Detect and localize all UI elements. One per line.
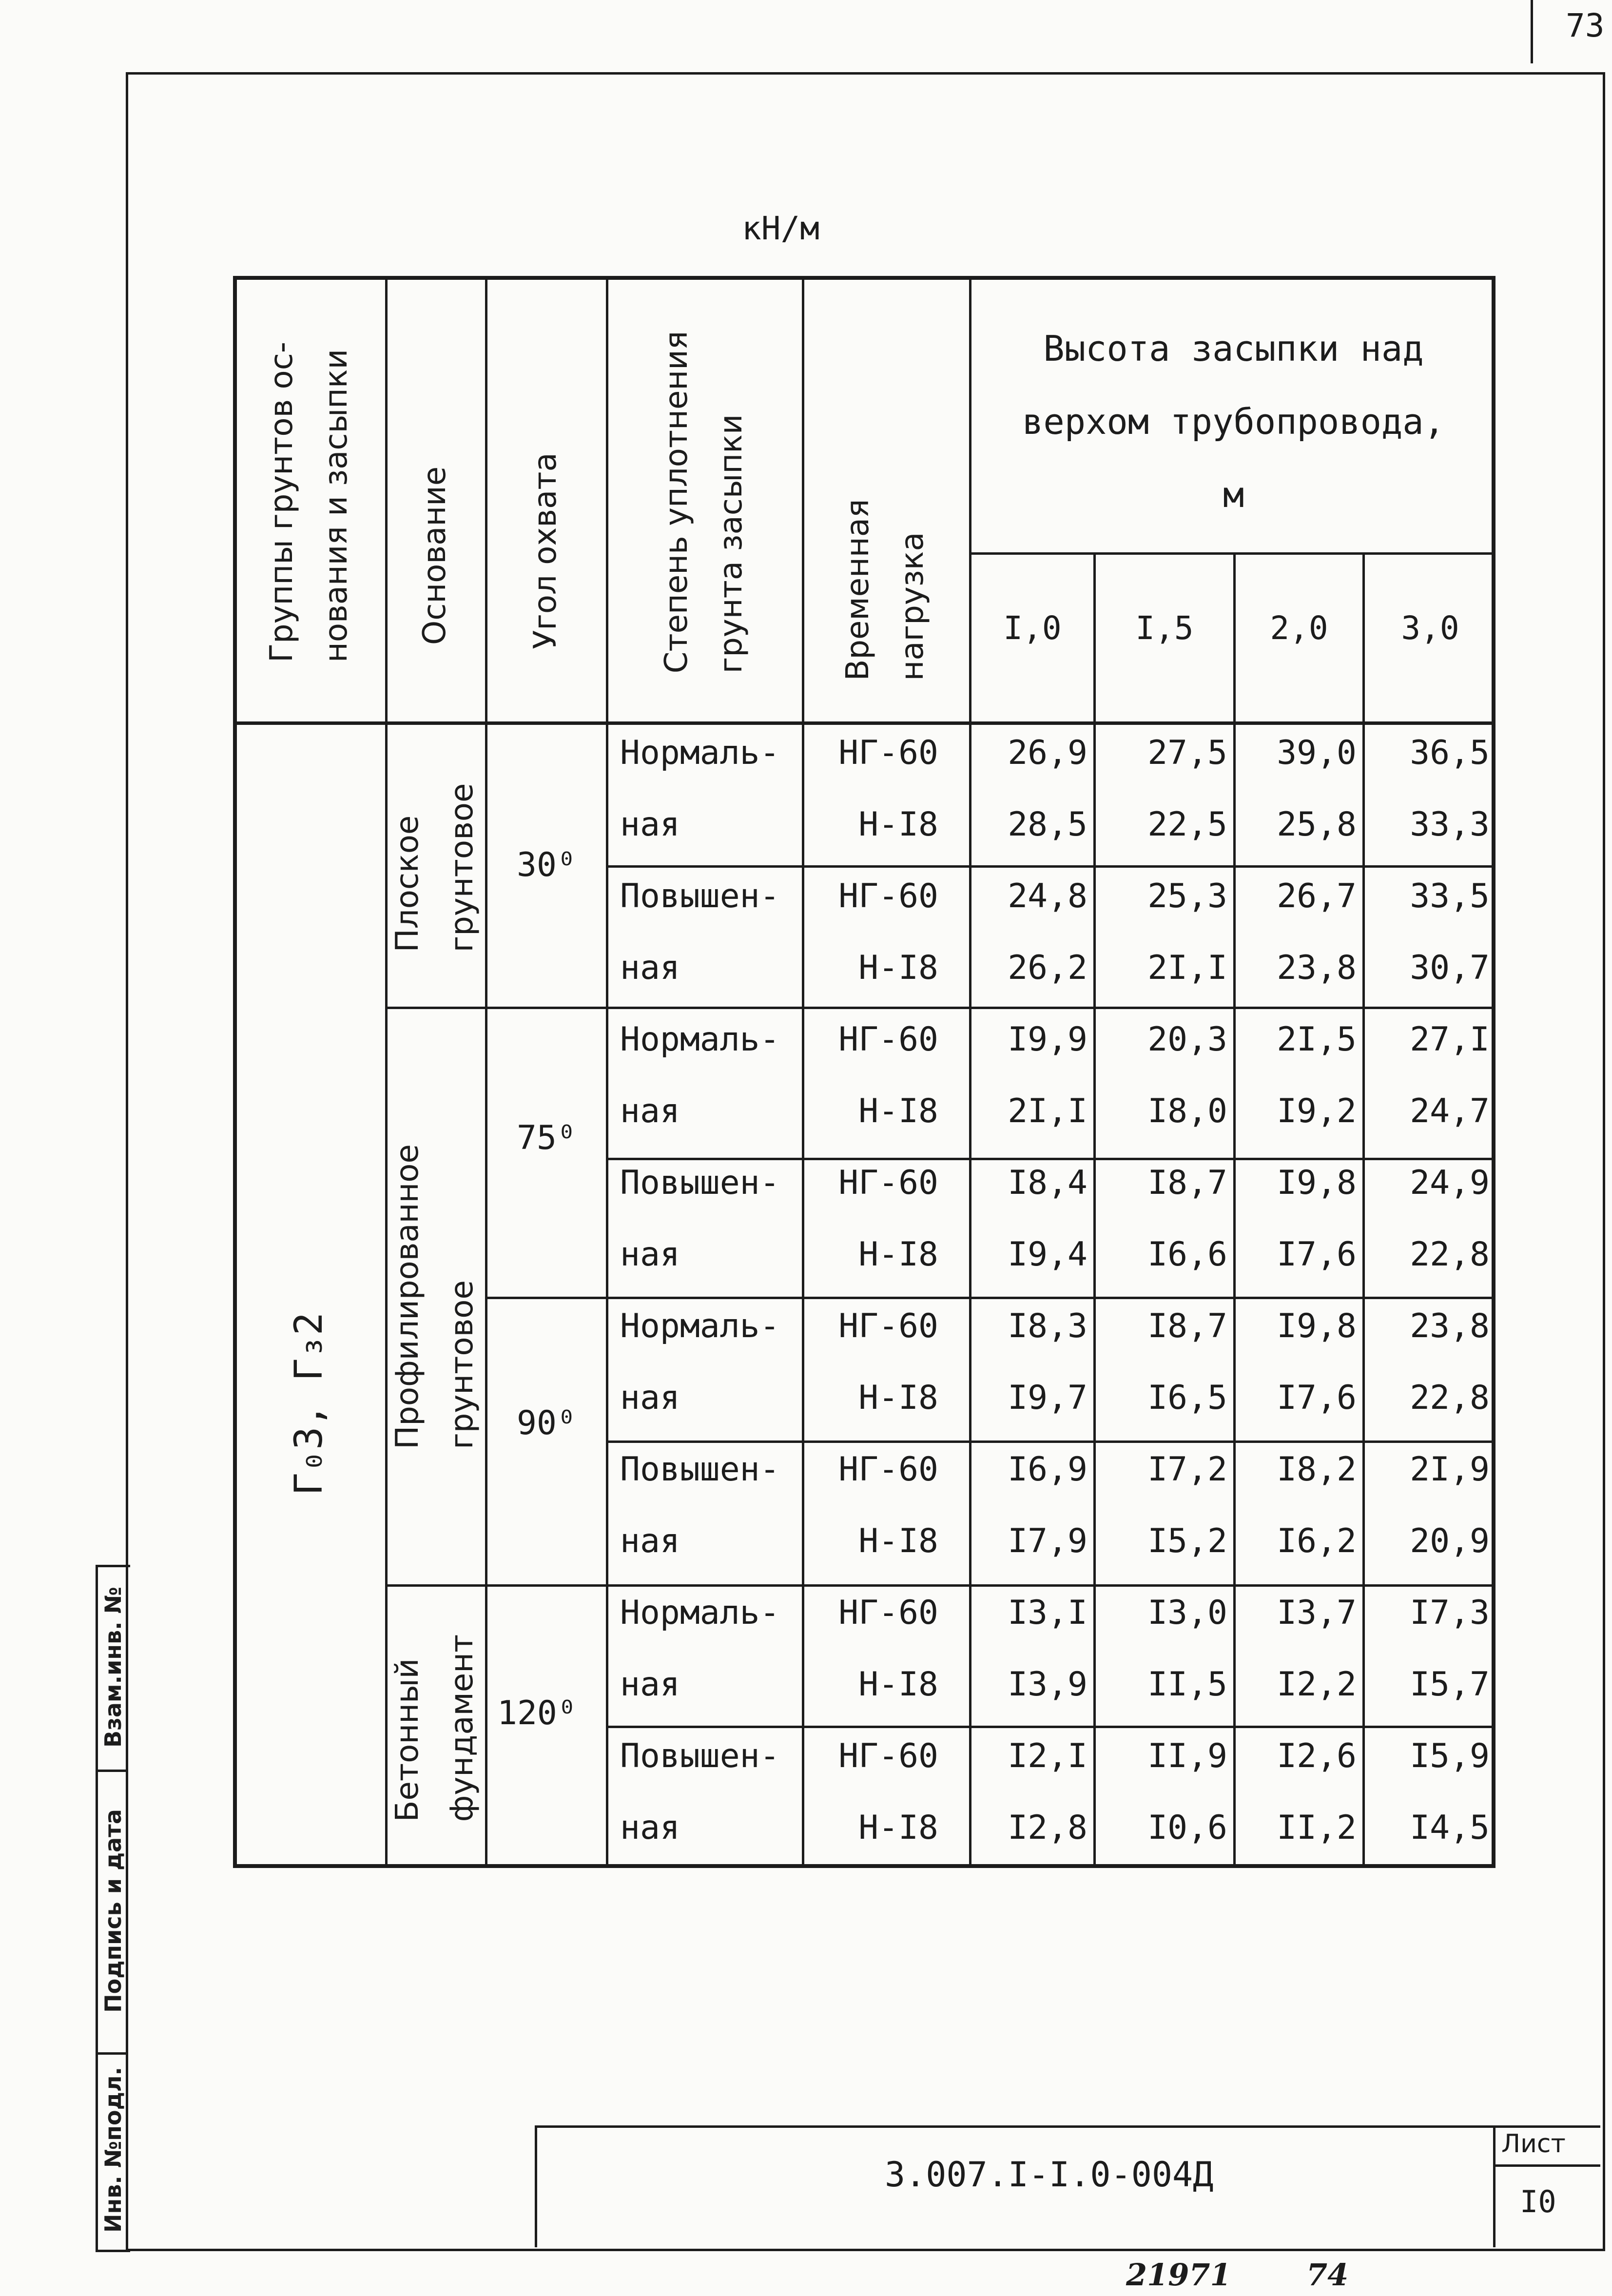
compaction-cell: Повышен- xyxy=(620,877,780,915)
compaction-cell: Нормаль- xyxy=(620,1594,780,1632)
compaction-cell: Нормаль- xyxy=(620,1020,780,1059)
value-cell: 24,9 xyxy=(1410,1164,1490,1202)
row-line xyxy=(385,1007,1495,1009)
value-cell: I5,9 xyxy=(1410,1737,1490,1775)
load-cell: Н-I8 xyxy=(858,1665,938,1704)
load-cell: НГ-60 xyxy=(838,734,938,772)
header-groups: Группы грунтов ос- нования и засыпки xyxy=(264,342,354,662)
load-cell: НГ-60 xyxy=(838,1164,938,1202)
stamp-sign-date: Подпись и дата xyxy=(100,1809,126,2013)
row-line xyxy=(606,1726,1495,1728)
value-cell: 20,9 xyxy=(1410,1522,1490,1560)
header-height-group: Высота засыпки над верхом трубопровода, м xyxy=(1022,328,1445,515)
stamp-divider xyxy=(96,1770,128,1772)
compaction-cell: ная xyxy=(620,1092,680,1130)
value-cell: I5,7 xyxy=(1410,1665,1490,1704)
stamp-inv-sub: Инв. №подл. xyxy=(100,2067,126,2233)
height-col-1: I,0 xyxy=(1003,609,1062,647)
load-cell: Н-I8 xyxy=(858,1379,938,1417)
title-block-top xyxy=(535,2125,1600,2128)
value-cell: 2I,I xyxy=(1147,949,1227,987)
height-col-3: 2,0 xyxy=(1270,609,1328,647)
stamp-vzam: Взам.инв. № xyxy=(100,1587,126,1748)
value-cell: I2,8 xyxy=(1008,1809,1088,1847)
value-cell: I9,8 xyxy=(1277,1307,1357,1345)
value-cell: I9,2 xyxy=(1277,1092,1357,1130)
value-cell: 33,5 xyxy=(1410,877,1490,915)
angle-120: 120⁰ xyxy=(497,1694,577,1732)
angle-75: 75⁰ xyxy=(517,1119,577,1157)
value-cell: I2,2 xyxy=(1277,1665,1357,1704)
col-line xyxy=(485,276,487,1868)
row-line xyxy=(606,1158,1495,1160)
row-line xyxy=(385,1584,1495,1587)
soil-group: Г₀3, Г₃2 xyxy=(287,1312,331,1496)
page-number-divider xyxy=(1531,0,1533,63)
value-cell: I8,3 xyxy=(1008,1307,1088,1345)
handwritten-number: 74 xyxy=(1306,2257,1349,2293)
compaction-cell: Нормаль- xyxy=(620,734,780,772)
value-cell: 2I,9 xyxy=(1410,1450,1490,1489)
value-cell: I6,2 xyxy=(1277,1522,1357,1560)
value-cell: 25,3 xyxy=(1147,877,1227,915)
compaction-cell: Повышен- xyxy=(620,1737,780,1775)
compaction-cell: Повышен- xyxy=(620,1164,780,1202)
value-cell: I6,5 xyxy=(1147,1379,1227,1417)
compaction-cell: ная xyxy=(620,805,680,844)
value-cell: 27,5 xyxy=(1147,734,1227,772)
value-cell: I8,7 xyxy=(1147,1307,1227,1345)
row-line xyxy=(606,865,1495,868)
value-cell: 39,0 xyxy=(1277,734,1357,772)
value-cell: 20,3 xyxy=(1147,1020,1227,1059)
value-cell: I8,7 xyxy=(1147,1164,1227,1202)
row-line xyxy=(606,1440,1495,1443)
value-cell: I7,3 xyxy=(1410,1594,1490,1632)
load-cell: Н-I8 xyxy=(858,949,938,987)
compaction-cell: ная xyxy=(620,949,680,987)
unit-label: кН/м xyxy=(742,210,819,247)
header-base: Основание xyxy=(417,466,453,645)
value-cell: I8,4 xyxy=(1008,1164,1088,1202)
compaction-cell: ная xyxy=(620,1522,680,1560)
value-cell: I9,7 xyxy=(1008,1379,1088,1417)
value-cell: I7,6 xyxy=(1277,1235,1357,1274)
title-block-sheet-line xyxy=(1493,2164,1600,2167)
value-cell: I0,6 xyxy=(1147,1809,1227,1847)
col-line xyxy=(606,276,608,1868)
load-cell: НГ-60 xyxy=(838,1737,938,1775)
base-flat: Плоское грунтовое xyxy=(389,783,480,953)
value-cell: I3,7 xyxy=(1277,1594,1357,1632)
angle-30: 30⁰ xyxy=(517,846,577,884)
col-line xyxy=(802,276,804,1868)
value-cell: I2,I xyxy=(1008,1737,1088,1775)
page-number: 73 xyxy=(1566,7,1605,44)
load-cell: Н-I8 xyxy=(858,1522,938,1560)
header-line xyxy=(969,552,1495,555)
value-cell: I4,5 xyxy=(1410,1809,1490,1847)
value-cell: 22,8 xyxy=(1410,1235,1490,1274)
title-block-left xyxy=(535,2125,537,2247)
load-cell: НГ-60 xyxy=(838,1450,938,1489)
base-profiled: Профилированное грунтовое xyxy=(389,1144,480,1449)
angle-90: 90⁰ xyxy=(517,1404,577,1442)
value-cell: I8,0 xyxy=(1147,1092,1227,1130)
value-cell: I3,0 xyxy=(1147,1594,1227,1632)
value-cell: I7,6 xyxy=(1277,1379,1357,1417)
load-cell: НГ-60 xyxy=(838,1020,938,1059)
value-cell: I3,9 xyxy=(1008,1665,1088,1704)
value-cell: 23,8 xyxy=(1410,1307,1490,1345)
value-cell: 26,7 xyxy=(1277,877,1357,915)
compaction-cell: ная xyxy=(620,1809,680,1847)
value-cell: I9,9 xyxy=(1008,1020,1088,1059)
load-cell: Н-I8 xyxy=(858,1809,938,1847)
value-cell: 25,8 xyxy=(1277,805,1357,844)
row-line xyxy=(485,1297,1495,1299)
header-bottom-line xyxy=(233,721,1495,725)
base-concrete: Бетонный фундамент xyxy=(389,1634,480,1822)
handwritten-number: 21971 xyxy=(1126,2257,1231,2293)
title-block-sheet-divider xyxy=(1493,2125,1495,2247)
value-cell: 30,7 xyxy=(1410,949,1490,987)
value-cell: 2I,5 xyxy=(1277,1020,1357,1059)
sheet-number: I0 xyxy=(1520,2184,1556,2219)
col-line xyxy=(385,276,388,1868)
load-cell: Н-I8 xyxy=(858,805,938,844)
height-col-4: 3,0 xyxy=(1401,609,1459,647)
value-cell: I2,6 xyxy=(1277,1737,1357,1775)
load-cell: НГ-60 xyxy=(838,1307,938,1345)
value-cell: 26,2 xyxy=(1008,949,1088,987)
document-code: 3.007.I-I.0-004Д xyxy=(885,2155,1214,2195)
compaction-cell: ная xyxy=(620,1379,680,1417)
value-cell: 2I,I xyxy=(1008,1092,1088,1130)
value-cell: 23,8 xyxy=(1277,949,1357,987)
value-cell: I6,6 xyxy=(1147,1235,1227,1274)
value-cell: II,5 xyxy=(1147,1665,1227,1704)
header-angle: Угол охвата xyxy=(527,452,563,649)
value-cell: 33,3 xyxy=(1410,805,1490,844)
value-cell: 26,9 xyxy=(1008,734,1088,772)
compaction-cell: ная xyxy=(620,1665,680,1704)
value-cell: I5,2 xyxy=(1147,1522,1227,1560)
header-compaction: Степень уплотнения грунта засыпки xyxy=(659,331,749,674)
value-cell: 22,8 xyxy=(1410,1379,1490,1417)
load-cell: Н-I8 xyxy=(858,1235,938,1274)
header-load: Временная нагрузка xyxy=(840,499,931,681)
load-cell: НГ-60 xyxy=(838,1594,938,1632)
value-cell: 24,8 xyxy=(1008,877,1088,915)
value-cell: 28,5 xyxy=(1008,805,1088,844)
value-cell: I8,2 xyxy=(1277,1450,1357,1489)
value-cell: I7,9 xyxy=(1008,1522,1088,1560)
height-col-2: I,5 xyxy=(1135,609,1194,647)
value-cell: II,9 xyxy=(1147,1737,1227,1775)
value-cell: 27,I xyxy=(1410,1020,1490,1059)
value-cell: II,2 xyxy=(1277,1809,1357,1847)
load-cell: НГ-60 xyxy=(838,877,938,915)
compaction-cell: Нормаль- xyxy=(620,1307,780,1345)
sheet-label: Лист xyxy=(1501,2129,1566,2159)
value-cell: 24,7 xyxy=(1410,1092,1490,1130)
value-cell: I7,2 xyxy=(1147,1450,1227,1489)
value-cell: 36,5 xyxy=(1410,734,1490,772)
value-cell: 22,5 xyxy=(1147,805,1227,844)
value-cell: I9,8 xyxy=(1277,1164,1357,1202)
value-cell: I3,I xyxy=(1008,1594,1088,1632)
value-cell: I9,4 xyxy=(1008,1235,1088,1274)
stamp-divider xyxy=(96,2052,128,2055)
load-cell: Н-I8 xyxy=(858,1092,938,1130)
compaction-cell: ная xyxy=(620,1235,680,1274)
compaction-cell: Повышен- xyxy=(620,1450,780,1489)
value-cell: I6,9 xyxy=(1008,1450,1088,1489)
